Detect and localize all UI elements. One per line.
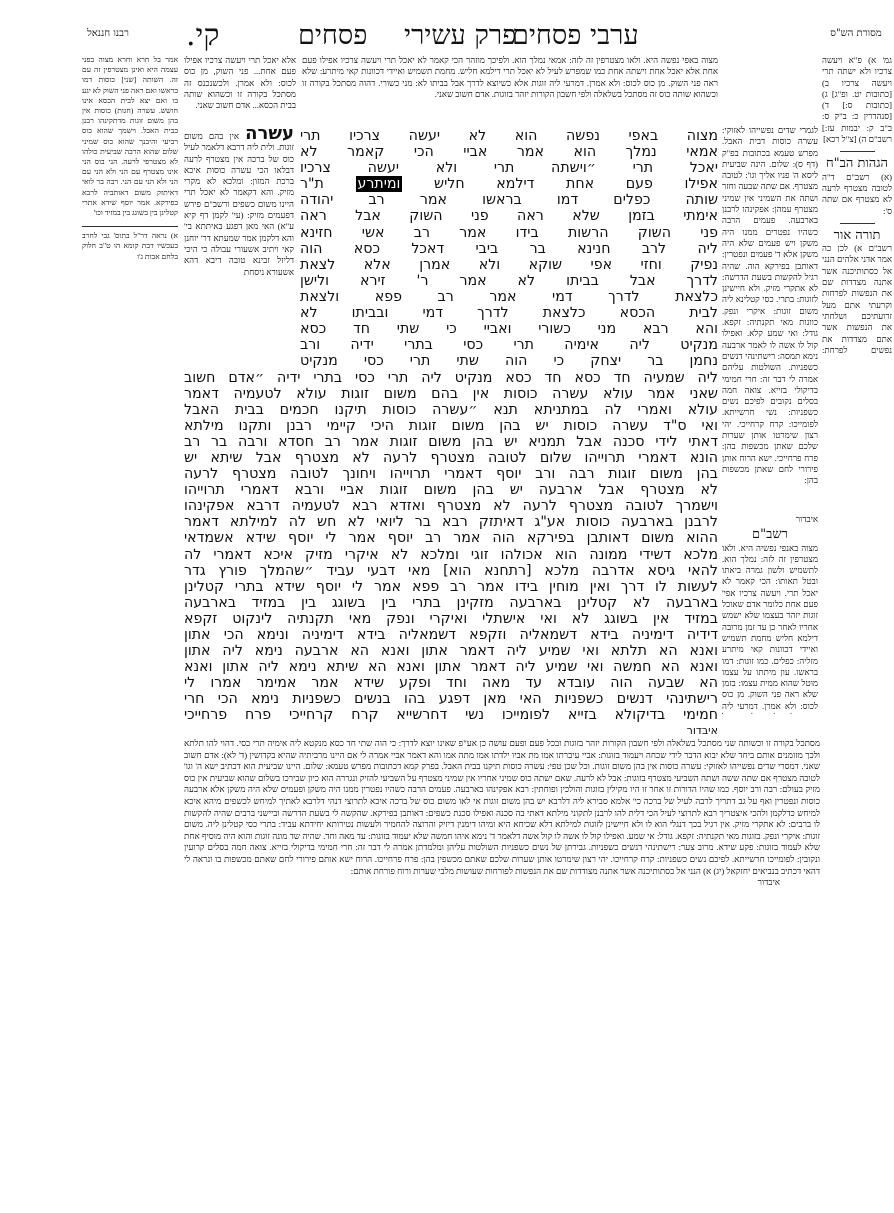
gemara-line: יאכל תרי ״וישתה תרי ולא יעשה צרכיו — [300, 160, 718, 177]
masoret-hashas-label: מסורת הש"ס — [830, 28, 882, 39]
divider — [840, 223, 875, 224]
tractate-title: פסחים — [298, 20, 368, 51]
highlighted-word: ומיתרע — [357, 176, 401, 193]
gemara-line: אימתי בזמן שלא ראה פני השוק אבל ראה — [300, 208, 718, 225]
gemara-line: להאי גיסא אדרבה מלכא [רתחנא הוא] מאי דבעי עביד ״שהמלך פורץ גדר — [184, 562, 718, 579]
torah-or-text: רשב"ם א) לכן כה אמר אדני אלהים הנני אל כסתותיכנה אשר אתנה מצדדות שם את הנפשות לפרחות וקרעתי אתם מעל זרועתיכם ושלחתי את הנפשות אשר אתם מצדדות את נפשים לפרחת: — [822, 243, 892, 355]
rabbeinu-chananel-text: אמר בל חרא וחרא מצוה בפני עצמה היא ואינן מצטרפין זה עם זה. השותה [שני] כוסות דמו בראשו ואם ראה פני השוק לא יגע בו ואם יצא לבית הכסא אינו חושש. עשרה (חגות) כוסות אין בהן משום זוגות מדתקינהו רבנן בבית האבל. וישמך שהוא כוס רביעי והיבנך שהוא כוס שמיני שלום שהוא הרבה שביעית כולהו לא מצטרפי לרעה. הני בוס הני אינו מצטרף עם הני ולא הני עם הני ולא הני עם הני. רבה בר לואי דאיתזק משום דאותביה לרבא בפירקא. אמר יוסף שידא אתרי קטלינן בין בשוגג בין במזיד וכו' — [82, 55, 178, 218]
rashbam-column-lower — [722, 514, 818, 714]
gemara-line: נפיק וחזי אפי שוקא ולא אמרן אלא לצאת — [300, 256, 718, 273]
gemara-line: במזיד אין בשוגג לא ואי אישתלי ואיקרי ונפק מאי תקנתיה לינקוט זקפא — [184, 610, 718, 627]
gemara-line: מלכא דשידי ממונה הוא אכולהו זוגי ומלכא לא איקרי מזיק איכא דאמרי לה — [184, 546, 718, 563]
gemara-line: נחמן בר יצחק כי הוה שתי תרי כסי מנקיט — [300, 353, 718, 370]
gemara-line: ואנא הא תלתא ואי שמיע ליה דאמר אתון ואנא הא ארבעה נימא ליה אתון — [184, 643, 718, 660]
gemara-line: ואנא הא חמשה ואי שמיע ליה דאמר אתון ואנא הא שיתא נימא ליה אתון ואנא — [184, 659, 718, 676]
rashbam-column-text: לגמרי שדים נפשייהו לאזוקי: עשרה כוסות דבית האבל. מפרש טעמא בכתובות בפ"ק (דף ס): שלום. הינה שביעית ליסא ה' פניו אליך וגו': לטובה מצטרף. אם שתה שבעה וחזר ושתה את השמיני אין שמיני מצטרף עמהן: אפקינהו לרבנן בארבעה. פעמים הרבה כשהיו נפטרים ממנו היה משקן ויש פעמים שלא היה משקן אלא ד' פעמים ונפטרין: דאותבן בפירקא הוה. שהיה רגיל להקשות בשעת הדרשה: לא אתקרי מזיק. ולא חיישינן לזוגות: בתרי. כסי קטלינא ליה משום זוגות: איקרי ונפק. כוונות מאי תקנתיה: זקפא. גודל: ואי שמע קלא. ואפילו קול לו אשה לו לאמר ארבעה נימא תמסה: רישתינהי דנשים כשפניות. השולטות עליהם אמרה לי דבר זה: חרי חמימי בדיקולי בזייא. צואה חמה בסלים נקובים לפיכם נשים כשפניות: נשי חרשייתא. לפומייכו: קרח קרחייכי. יהי רצון שימרטו אותן שערות שלכם שאתן מכשפות בהן: פרח פרחייכי. ישא הרוח אותן פירורי לחם שאתן מכשפות בהן: — [722, 125, 818, 486]
gemara-line: מצוה באפי נפשה הוא לא יעשה צרכיו תרי — [300, 128, 718, 144]
gemara-line: ואי ס"ד עשרה כוסות יש בהן משום זוגות היכי קיימי רבנן ותקנו מילתא — [184, 417, 718, 434]
rabbeinu-chananel-column — [82, 55, 178, 615]
gemara-line: לרבנן בארבעה כוסות אע"ג דאיתזק רבא בר ליואי לא חש לה למילתא דאמר — [184, 514, 718, 531]
gemara-text-narrow — [300, 128, 718, 369]
end-word: איבדור — [686, 724, 718, 737]
gemara-line: לעשות לו דרך ואין מוחין בידו אמר רב פפא אמר לי יוסף שידא בתרי קטלינן — [184, 578, 718, 595]
divider — [82, 226, 178, 227]
gemara-line: לדרך אבל בביתו לא אמר ר' זירא ולישן — [300, 272, 718, 289]
gemara-line: דידיה דימיניה בידא דשמאליה וזקפא דשמאליה בידא דימיניה ונימא הכי אתון — [184, 627, 718, 643]
gemara-line: ההוא משום דאותבן בפירקא הוה אמר רב יוסף אמר לי יוסף שידא אשמדאי — [184, 530, 718, 547]
rashbam-bottom-text: מסתכל בקורה זו וכשותה שני מסתכל בשלאלה ולפי חשבון הקורות יזהר בזוגות ובכל פעם ופעם עושה כן אע"פ שאינו יוצא לדרך: כי הוה שתי חד כסא מנקטא ליה אימיה תרי כסי. דהוי להו תלתא ולכך מזומנים אותם ביחד שלא יבוא הדבר לידי שכחה ויעמוד בזוגות: אביי עיברתו אמו מת אביו ילדתו אמו מתה אמו והא דאמר אביי אמרה לי אם היינו מרביתיה שהיא בקדושין (ד' לא): אדם חשוב שאני. דמסרי שדים נפשייהו לאזוקי: עשרה כוסות אין בהן משום זוגות. וכל שכן טפי: עשרה כוסות תיקנו בבית האבל. בפרק קמא דכתובות מפרש טעמא: שלום. היינו שביעית הוא דכתיב ישא ה' וגו' לטובה מצטרף אם שתה ששה ושתה השביעי מצטרף בזוגות: אבל לא לרעה. שאם ישתה כוס שמיני אחריו אין שמיני מצטרף על השביעי להזיק ונגררה הוא כיון שבירכו בשלום שהוא שביעית אין כוס מזיק בעולם: רבה ורב יוסף. כמו שהיו הדורות זו אחר זו היו מקילין בזוגות והולכין ופוחתין: רבא אפקינהו בארבעה. פעמים הרבה כשהיו נפטרין ממנו היה משקן ופעמים שלא היה משקן אלא ארבעה כוסות ונפטרין ואף על גב דתריך לרבה לעיל של ברכה כי' אלמא סבירא ליה דלרבא יש בהן משום זוגות אי לאו משום כוס של ברכה איכא לתרוצי דנהי דלרבא לאתיך למיחש לכשפים מיהא איכא למיחש כדלקמן ולהכי איצטריך רבא לתרוצי לעיל הכי דלית להו לרבנן לתקוני מילתא דאתי בה סכנה ואפילו סכנת כשפים: דאותבן בפירקא. שהקשה לי בשעת הדרשה וביישני ברבים שהיה להקשות לו ברבים: לא אתקרי מזיק. אין רגיל בכך דנגלי הוא לו ולא חיישינן לזוגות למילתא דלא שכיחא היא ומיהו דימנין דיזיק והרוצה להחמיר ולעשות נטירותא יחידתא עביד: בתרי כסי קטלינן ליה. משום זוגות: איקרי ונפק. בזוגות מאי תקנתיה: זקפא. גודל: אי שמע. ואפילו קול לו אשה לו קול אשה דלאמר ד' נימא איהו חמשה שלא יעמוד בזוגות: עד מאה וחד. שהיה שד מונה זוגות והוא היה מוסיף אחת שלא לעמוד בזוגות: פקע שידא. מרוב צער: רישתינהי דנשים כשפניות. גבירתן של נשים כשפניות השולטות עליהן ומלמדתן אמרה לי דבר זה: חרי חמימי בדיקולי בזייא. צואה חמה בסלים קרועין ונקובין: לפומייכו חרשייתא. לפיכם נשים כשפניות: קרח קרחייכו. יהי רצון שימרטו אותן שערות שלכם שאתם מכשפין בהן: פרח פרחייכו. הרוח ישא אותם פירורי לחם שאתם מכשפות בו ונראה לי דהאי דכתיב בנביאים יחזקאל (יג) א) הנני אל כסתותיכנה אשר אתנה מצודדות שם את הנפשות לפורחות שעושות מלבי שערות ורוח פורחת אותם: — [184, 738, 820, 876]
gemara-line: שותה כפלים דמו בראשו אמר רב יהודה — [300, 192, 718, 209]
hagahot-heading: הגהות הב"ח — [825, 156, 889, 172]
gemara-line: והא רבא מני כשורי ואביי כי שתי חד כסא — [300, 321, 718, 338]
masoret-column — [822, 55, 892, 355]
tosafot-top-band — [184, 55, 296, 123]
chapter-title: פרק עשירי — [404, 20, 517, 51]
gemara-line: כלצאת לדרך דמי אמר רב פפא ולצאת — [300, 288, 718, 305]
gemara-line: אפילו פעם אחת דילמא חליש ומיתרע ת"ר — [300, 176, 718, 193]
gemara-line: ליה לרב חנינא בר ביבי דאכל כסא הוה — [300, 240, 718, 257]
rabbeinu-chananel-label: רבנו חננאל — [87, 28, 129, 39]
gemara-end-word — [184, 724, 718, 737]
tosafot-top-text: אלא יאכל תרי ויעשה צרכיו אפילו פעם אחת... פני השוק, מן כוס לכוס: ולא אמרן. ולכשנכנס זה מסתכל בקורה זו וכשהוא שותה בבית הכסא... אדם חשוב שאני. — [184, 55, 296, 111]
section-title: ערבי פסחים — [512, 20, 639, 51]
gemara-line: ליה שמעיה חד כסא חד כסא מנקיט ליה תרי כסי בתרי ידיה ״אדם חשוב — [184, 369, 718, 386]
gemara-line: מנקיט ליה אימיה תרי כסי בתרי ידיה ורב — [300, 337, 718, 354]
gemara-line: הונא דאמרי תרוייהו שלום לטובה מצטרף לרעה לא מצטרף אבל שיתא יש — [184, 449, 718, 466]
rashbam-column-text-2: מצוה באנפי נפשיה היא. ולאו מצטרפין זה לזה: נמלך הוא. לתשמיש ולשון גמרה ביאתו ובטל תאותו: הכי קאמר לא יאכל תרי. ויעשה צרכיו אפי' פעם אחת כלומר אדם שאוכל זוגות יזהר בעצמו שלא ישמש אחריו לאחר כן עד זמן מרובה דילמא חליש מחמת תשמיש ואיידי דכוונות קאי מיתרע מזליה: כפלים. כמו זוגות: דמו בראשו. עון מיתתו על עצמו מוטל שהוא ממית עצמו: בזמן שלא ראה פני השוק. מן כוס לכוס: ולא אמרן. דמרעי ליה — [722, 542, 818, 711]
gemara-line: וישמרך לטובה מצטרף לרעה לא מצטרף ואזדא רבא לטעמיה דרבא אפקינהו — [184, 498, 718, 515]
rashbam-top-band — [302, 55, 718, 123]
gemara-line: עולא ואמרי לה במתניתא תנא ״עשרה כוסות תיקנו חכמים בבית האבל — [184, 401, 718, 418]
masoret-text: גמ' א) פ"א ויעשה צרכיו ולא ישתה תרי ויעשה צרכיו ב) [כתובות יט. ופ"ג] ג) [כתובות ס:] ד) [סנהדרין כ: ב"ק ס: ב"ב ק: יבמות עז:] רשב"ם ה) [צ"ל רכא] — [822, 55, 892, 145]
tosafot-dibur-hamatchil: עשרה — [245, 128, 294, 144]
rashbam-end-word: איבדור — [795, 514, 818, 524]
gemara-line: בהן משום זוגות רבה ורב יוסף דאמרי תרוייהו ויחונך לטובה מצטרף לרעה — [184, 466, 718, 483]
tosafot-text: אין בהם משום זוגות. ולית ליה דרבא דלאמר לעיל כוס של ברכה אין מצטרף לרעה דבלאו הכי עשרה כוסות איכא ברכת המזון: ומלכא לא מקרי מזיק. והא דקאמר לא יאכל תרי היינו משום כשפים ורשב"ם פירש דפעמים מזיק: (עי' לקמן דף קיא ע"א) האי מאן דפגע באיתתא בי' והא דלקמן אמר שמעתא דר' יוחנן קאי ויתיב אשעורי עבולה כי היכי דליזל זבינא טובה דיבא דהא אשעורא ניסחת — [184, 131, 294, 277]
rashbam-top-text: מצוה באפי נפשה היא. ולאו מצטרפין זה לזה: אמאי נמלך הוא. ולפיכך מוזהר הכי קאמר לא יאכל תרי ויעשה צרכיו אפילו פעם אחת אלא יאכל אחת וישתה אחת כמו שמפרש לעיל לא יאכל תרי דילמא חליש. מחמת תשמיש ואיידי דכוונות קאי מיתרע: שלא ראה פני השוק. מן כוס לכוס: ולא אמרן. דמרעי ליה זוגות אלא כשיוצא לדרך אבל בביתו לא: מני כשורי. דהוה מסתכל בקורה זו וכשהוא שותה כוס זה מסתכל בשלאלה ולפי חשבון הקורות יזהר בזוגות. אדם חשוב שאני. — [302, 55, 718, 99]
divider — [840, 151, 875, 152]
rashbam-bottom-band — [184, 738, 820, 1010]
gemara-line: חמימי בדיקולא בזייא לפומייכו נשי דחרשייא קרח קרחייכי פרח פרחייכי — [184, 707, 718, 724]
torah-or-heading: תורה אור — [833, 227, 881, 243]
gemara-line: לבית הכסא כלצאת לדרך דמי ובביתו לא — [300, 305, 718, 322]
folio-number: קי. — [186, 18, 220, 53]
rabbeinu-chananel-notes: א) נראה דר"ל בתוס' גבי לחרב בעכשיו דבת קומא הו ט"ב חלוק בלחם אבות ג'ו — [82, 231, 178, 261]
hagahot-text: (א) רשב"ם ד"ה לטובה מצטרף לרעה לא מצטרף אם שתה ס': — [822, 171, 892, 216]
rashbam-heading: רשב"ם — [752, 527, 788, 543]
rashbam-column — [722, 125, 818, 515]
gemara-text-wide — [184, 370, 718, 724]
gemara-line: הא שבעה הוה עובדא עד מאה וחד ופקע שידא אמר אמימר אמרו לי — [184, 675, 718, 692]
tosafot-column — [184, 128, 294, 368]
gemara-line: שאני אמר עולא עשרה כוסות אין בהם משום זוגות עולא לטעמיה דאמר — [184, 385, 718, 402]
gemara-line: לא מצטרף אבל ארבעה יש בהן משום זוגות אביי ורבא דאמרי תרוייהו — [184, 482, 718, 499]
gemara-line: פני השוק הרשות בידו אמר רב אשי חזינא — [300, 224, 718, 241]
rashbam-bottom-end-word: איבדור — [757, 877, 780, 888]
gemara-line: רישתינהי דנשים כשפניות האי מאן דפגע בהו בנשים כשפניות נימא הכי חרי — [184, 691, 718, 708]
gemara-line: אמאי נמלך הוא אמר אביי הכי קאמר לא — [300, 144, 718, 161]
gemara-line: דאתי לידי סכנה אבל תמניא יש בהן משום זוגות אמר רב חסדא ורבה בר רב — [184, 433, 718, 450]
gemara-line: בארבעה לא קטלינן בארבעה מזקינן בתרי בין בשוגג בין במזיד בארבעה — [184, 594, 718, 611]
